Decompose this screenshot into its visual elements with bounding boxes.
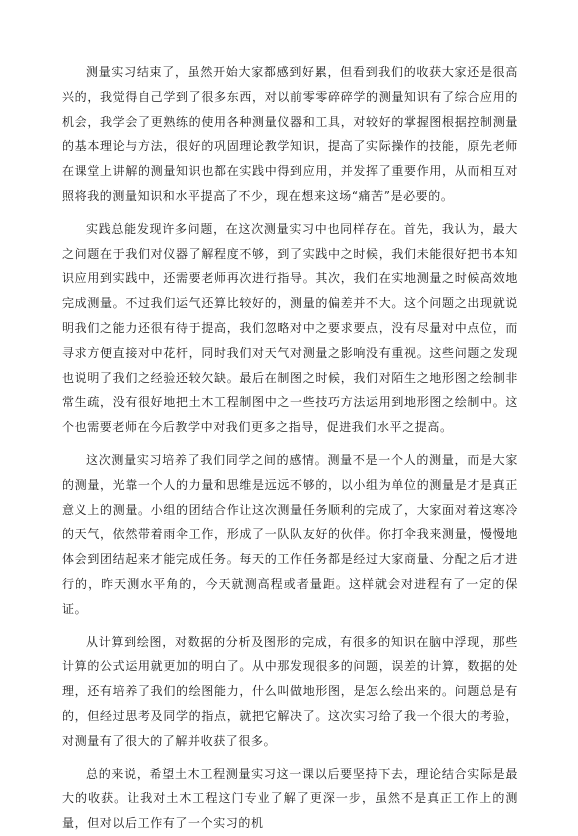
- document-body: [62, 60, 518, 836]
- paragraph-2: 实践总能发现许多问题，在这次测量实习中也同样存在。首先，我认为，最大之问题在于我们对仪器了解程度不够，到了实践中之时候，我们未能很好把书本知识应用到实践中，还需要老师再次进行指导。其次，我们在实地测量之时候高效地完成测量。不过我们运气还算比较好的，测量的偏差并不大。这个问题之出现就说明我们之能力还很有待于提高，我们忽略对中之要求要点，没有尽量对中点位，而寻求方便直接对中花杆，同时我们对天气对测量之影响没有重视。这些问题之发现也说明了我们之经验还较欠缺。最后在制图之时候，我们对陌生之地形图之绘制非常生疏，没有很好地把土木工程制图中之一些技巧方法运用到地形图之绘制中。这个也需要老师在今后教学中对我们更多之指导，促进我们水平之提高。: [62, 221, 518, 435]
- paragraph-5: 总的来说，希望土木工程测量实习这一课以后要坚持下去，理论结合实际是最大的收获。让我对土木工程这门专业了解了更深一步，虽然不是真正工作上的测量，但对以后工作有了一个实习的机: [62, 766, 518, 831]
- paragraph-3: 这次测量实习培养了我们同学之间的感情。测量不是一个人的测量，而是大家的测量，光靠一个人的力量和思维是远远不够的，以小组为单位的测量是才是真正意义上的测量。小组的团结合作让这次测量任务顺利的完成了，大家面对着这寒冷的天气，依然带着雨伞工作，形成了一队队友好的伙伴。你打伞我来测量，慢慢地体会到团结起来才能完成任务。每天的工作任务都是经过大家商量、分配之后才进行的，昨天测水平角的，今天就测高程或者量距。这样就会对进程有了一定的保证。: [62, 452, 518, 616]
- paragraph-4: 从计算到绘图，对数据的分析及图形的完成，有很多的知识在脑中浮现，那些计算的公式运用就更加的明白了。从中那发现很多的问题，误差的计算，数据的处理，还有培养了我们的绘图能力，什么叫做地形图，是怎么绘出来的。问题总是有的，但经过思考及同学的指点，就把它解决了。这次实习给了我一个很大的考验，对测量有了很大的了解并收获了很多。: [62, 634, 518, 748]
- paragraph-1: 测量实习结束了，虽然开始大家都感到好累，但看到我们的收获大家还是很高兴的，我觉得自己学到了很多东西，对以前零零碎碎学的测量知识有了综合应用的机会，我学会了更熟练的使用各种测量仪器和工具，对较好的掌握图根据控制测量的基本理论与方法，很好的巩固理论教学知识，提高了实际操作的技能，原先老师在课堂上讲解的测量知识也都在实践中得到应用，并发挥了重要作用，从而相互对照将我的测量知识和水平提高了不少，现在想来这场“痛苦”是必要的。: [62, 65, 518, 203]
